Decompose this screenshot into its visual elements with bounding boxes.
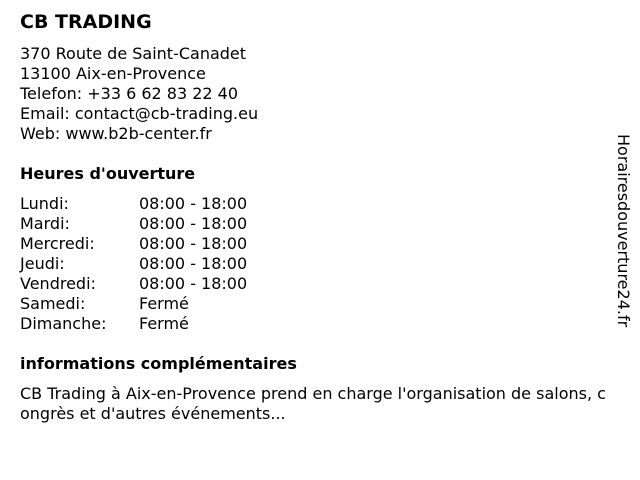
day-label: Samedi: bbox=[20, 294, 86, 313]
hours-row-sunday bbox=[20, 314, 247, 334]
address-city: 13100 Aix-en-Provence bbox=[20, 64, 206, 83]
day-hours: 08:00 - 18:00 bbox=[139, 274, 248, 293]
hours-heading: Heures d'ouverture bbox=[20, 164, 196, 183]
day-hours: 08:00 - 18:00 bbox=[139, 254, 248, 273]
opening-hours-table bbox=[20, 194, 247, 334]
website-text: Web: www.b2b-center.fr bbox=[20, 124, 212, 143]
day-label: Vendredi: bbox=[20, 274, 96, 293]
day-hours: Fermé bbox=[139, 294, 189, 313]
phone-text: Telefon: +33 6 62 83 22 40 bbox=[20, 84, 239, 103]
hours-row-wednesday bbox=[20, 234, 247, 254]
day-hours: 08:00 - 18:00 bbox=[139, 194, 248, 213]
business-name: CB TRADING bbox=[20, 11, 152, 33]
day-label: Mercredi: bbox=[20, 234, 95, 253]
day-label: Dimanche: bbox=[20, 314, 107, 333]
day-label: Mardi: bbox=[20, 214, 70, 233]
day-hours: 08:00 - 18:00 bbox=[139, 234, 248, 253]
day-label: Lundi: bbox=[20, 194, 69, 213]
day-label: Jeudi: bbox=[20, 254, 65, 273]
site-watermark: Horairesdouverture24.fr bbox=[614, 134, 633, 328]
hours-row-friday bbox=[20, 274, 247, 294]
contact-block bbox=[20, 44, 258, 144]
day-hours: Fermé bbox=[139, 314, 189, 333]
hours-row-saturday bbox=[20, 294, 247, 314]
day-hours: 08:00 - 18:00 bbox=[139, 214, 248, 233]
hours-row-thursday bbox=[20, 254, 247, 274]
address-street: 370 Route de Saint-Canadet bbox=[20, 44, 247, 63]
hours-row-tuesday bbox=[20, 214, 247, 234]
info-heading: informations complémentaires bbox=[20, 354, 297, 373]
email-text: Email: contact@cb-trading.eu bbox=[20, 104, 259, 123]
hours-row-monday bbox=[20, 194, 247, 214]
business-description: CB Trading à Aix-en-Provence prend en charge l'organisation de salons, congrès et d'autres événements... bbox=[20, 384, 606, 423]
